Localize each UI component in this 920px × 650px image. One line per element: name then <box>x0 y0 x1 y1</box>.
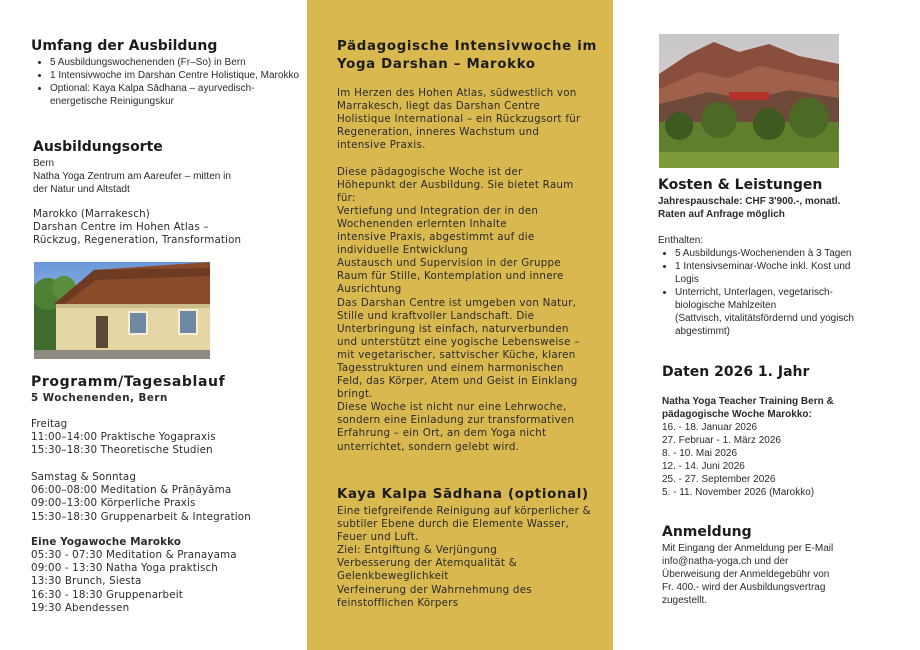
left-panel <box>0 0 307 650</box>
list-item: • 5 Ausbildungs-Wochenenden à 3 Tagen <box>675 247 875 260</box>
list-item: (Sattvisch, vitalitätsfördernd und yogisch abgestimmt) <box>675 313 854 337</box>
intensiv-heading: Pädagogische Intensivwoche im Yoga Darshan – Marokko <box>337 39 598 72</box>
programm-subtitle: 5 Wochenenden, Bern <box>31 392 168 404</box>
house-photo <box>34 262 210 359</box>
date-item: 12. - 14. Juni 2026 <box>662 461 745 472</box>
date-item: 16. - 18. Januar 2026 <box>662 422 758 433</box>
daten-subtitle: Natha Yoga Teacher Training Bern & pädagogische Woche Marokko: <box>662 396 834 420</box>
dates-list <box>662 421 814 499</box>
mountain-photo <box>659 34 839 168</box>
enthalten-label: Enthalten: <box>658 235 704 246</box>
list-item: • 1 Intensivwoche im Darshan Centre Holistique, Marokko <box>50 69 300 82</box>
programm-heading: Programm/Tagesablauf <box>31 374 226 390</box>
anmeldung-heading: Anmeldung <box>662 524 752 540</box>
anmeldung-text: Mit Eingang der Anmeldung per E-Mail info@natha-yoga.ch und der Überweisung der Anmeldegebühr von Fr. 400.- wird der Ausbildungsvertrag zugestellt. <box>662 543 834 606</box>
umfang-heading: Umfang der Ausbildung <box>31 38 218 54</box>
yogawoche-heading: Eine Yogawoche Marokko <box>31 536 182 548</box>
date-item: 27. Februar - 1. März 2026 <box>662 435 781 446</box>
kosten-heading: Kosten & Leistungen <box>658 177 823 193</box>
leistungen-list <box>659 247 875 338</box>
daten-heading: Daten 2026 1. Jahr <box>662 364 810 380</box>
yogawoche-block: 05:30 - 07:30 Meditation & Pranayama 09:00 - 13:30 Natha Yoga praktisch 13:30 Brunch, Siesta 16:30 - 18:30 Gruppenarbeit 19:30 Abendessen <box>31 549 237 614</box>
list-item: • Optional: Kaya Kalpa Sādhana – ayurvedisch-energetische Reinigungskur <box>50 82 300 108</box>
kaya-heading: Kaya Kalpa Sādhana (optional) <box>337 487 589 502</box>
date-item: 5. - 11. November 2026 (Marokko) <box>662 487 815 498</box>
date-item: 25. - 27. September 2026 <box>662 474 776 485</box>
orte-bern: Bern Natha Yoga Zentrum am Aareufer – mitten in der Natur und Altstadt <box>33 158 231 195</box>
list-item: • Unterricht, Unterlagen, vegetarisch-biologische Mahlzeiten <box>675 286 875 312</box>
orte-heading: Ausbildungsorte <box>33 139 163 155</box>
umfang-list <box>34 56 300 108</box>
samstag-block: Samstag & Sonntag 06:00–08:00 Meditation & Prāṇāyāma 09:00–13:00 Körperliche Praxis 15:30–18:30 Gruppenarbeit & Integration <box>31 471 251 523</box>
freitag-block: Freitag 11:00–14:00 Praktische Yogapraxis 15:30–18:30 Theoretische Studien <box>31 418 216 457</box>
kaya-text: Eine tiefgreifende Reinigung auf körperlicher & subtiler Ebene durch die Elemente Wasser, Feuer und Luft. Ziel: Entgiftung & Verjüngung Verbesserung der Atemqualität & Gelenkbeweglichkeit Verfeinerung der Wahrnehmung des feinstofflichen Körpers <box>337 505 591 609</box>
pauschale: Jahrespauschale: CHF 3'900.-, monatl. Raten auf Anfrage möglich <box>658 196 841 220</box>
list-item: • 5 Ausbildungswochenenden (Fr–So) in Bern <box>50 56 300 69</box>
intensiv-text: Im Herzen des Hohen Atlas, südwestlich von Marrakesch, liegt das Darshan Centre Holistique International – ein Rückzugsort für Regeneration, inneres Wachstum und intensive Praxis. Diese pädagogische Woche ist der Höhepunkt der Ausbildung. Sie bietet Raum für: Vertiefung und Integration der in den Wochenenden erlernten Inhalte intensive Praxis, abgestimmt auf die individuelle Entwicklung Austausch und Supervision in der Gruppe Raum für Stille, Kontemplation und innere Ausrichtung Das Darshan Centre ist umgeben von Natur, Stille und kraftvoller Landschaft. Die Unterbringung ist einfach, naturverbunden und unterstützt eine yogische Lebensweise – mit vegetarischer, sattvischer Küche, klaren Tagesstrukturen und einem harmonischen Feld, das Körper, Atem und Geist in Einklang bringt. Diese Woche ist nicht nur eine Lehrwoche, sondern eine Einladung zur transformativen Erfahrung – ein Ort, an dem Yoga nicht unterrichtet, sondern gelebt wird. <box>337 87 581 453</box>
orte-marokko: Marokko (Marrakesch) Darshan Centre im Hohen Atlas – Rückzug, Regeneration, Transformation <box>33 208 242 247</box>
list-item: • 1 Intensivseminar-Woche inkl. Kost und Logis <box>675 260 875 286</box>
middle-panel <box>307 0 613 650</box>
date-item: 8. - 10. Mai 2026 <box>662 448 738 459</box>
